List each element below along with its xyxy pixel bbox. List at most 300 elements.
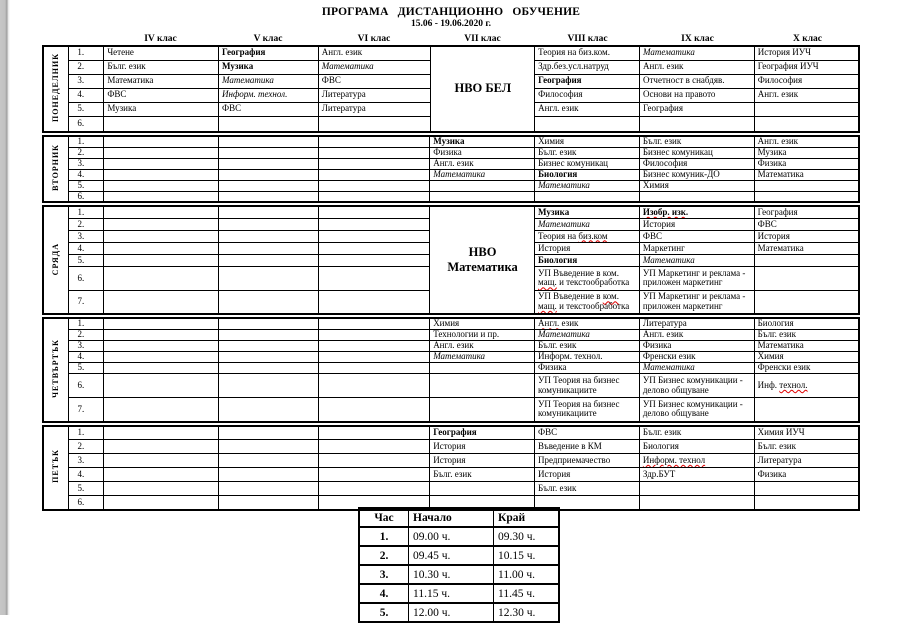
subject-cell: Математика [535, 218, 640, 230]
subject-cell: Биология [754, 318, 859, 329]
class-header: VI клас [357, 33, 391, 44]
subject-cell [104, 116, 219, 132]
time-row [359, 584, 559, 603]
subject-cell: Основи на правото [640, 88, 755, 102]
day-table [42, 317, 860, 422]
subject-cell [318, 242, 430, 254]
schedule-row [43, 440, 859, 454]
subject-cell: УП Въведение в ком. мащ. и текстообработка [535, 266, 640, 290]
subject-cell: Бълг. език [754, 440, 859, 454]
subject-cell [318, 158, 430, 169]
subject-cell [754, 398, 859, 422]
subject-cell [104, 341, 219, 352]
subject-cell: Въведение в КМ [535, 440, 640, 454]
period-number: 4. [69, 468, 104, 482]
subject-cell [104, 136, 219, 147]
subject-cell: ФВС [639, 230, 754, 242]
subject-cell [104, 440, 219, 454]
class-header: IX клас [681, 33, 714, 44]
subject-cell [639, 496, 754, 510]
subject-cell: Теория на биз.ком [535, 230, 640, 242]
subject-cell: Химия [535, 136, 640, 147]
subject-cell [218, 352, 318, 363]
subject-cell [318, 318, 430, 329]
subject-cell [104, 468, 219, 482]
subject-cell [639, 454, 754, 468]
subject-cell: Математика [104, 74, 219, 88]
subject-cell: Физика [639, 341, 754, 352]
subject-cell: Бълг. език [535, 341, 640, 352]
subject-cell: Математика [318, 60, 430, 74]
subject-cell [104, 398, 219, 422]
time-row [359, 527, 559, 546]
period-number: 1. [69, 136, 104, 147]
subject-cell: Физика [535, 363, 640, 374]
subject-cell: Бълг. език [639, 136, 754, 147]
subject-cell [104, 482, 219, 496]
subject-cell: Бълг. език [535, 147, 640, 158]
subject-cell: Музика [430, 136, 535, 147]
subject-cell [318, 116, 430, 132]
day-label [43, 46, 69, 132]
schedule-row [43, 454, 859, 468]
schedule-row [43, 169, 859, 180]
day-label-text: СРЯДА [50, 242, 60, 276]
subject-cell: Англ. език [535, 318, 640, 329]
subject-cell: УП Бизнес комуникации - делово общуване [639, 374, 754, 398]
subject-cell: Математика [535, 180, 640, 191]
schedule-row [43, 180, 859, 191]
period-number: 4. [69, 352, 104, 363]
subject-cell: Литература [318, 102, 430, 116]
subject-cell [218, 318, 318, 329]
subject-cell [218, 330, 318, 341]
subject-cell: Химия [639, 180, 754, 191]
lesson-times-table [358, 507, 560, 623]
subject-cell [639, 191, 754, 202]
subject-cell [104, 290, 219, 314]
class-header: VIII клас [567, 33, 608, 44]
subject-cell: География [754, 206, 859, 218]
subject-cell: Бизнес комуник-ДО [639, 169, 754, 180]
subject-cell [218, 454, 318, 468]
subject-cell [318, 180, 430, 191]
time-row [359, 603, 559, 622]
subject-cell [104, 158, 219, 169]
subject-cell: Физика [754, 468, 859, 482]
time-cell: 3. [359, 565, 409, 584]
subject-cell [218, 482, 318, 496]
page-subtitle: 15.06 - 19.06.2020 г. [410, 19, 492, 29]
subject-cell: Физика [430, 147, 535, 158]
subject-cell [218, 426, 318, 440]
class-header: VII клас [464, 33, 501, 44]
subject-cell: Англ. език [430, 341, 535, 352]
nvo-exam-cell: НВО Математика [430, 206, 535, 314]
subject-cell [754, 254, 859, 266]
subject-cell [104, 230, 219, 242]
subject-cell: Информ. технол. [219, 88, 319, 102]
schedule-row [43, 46, 859, 60]
subject-cell: Музика [104, 102, 219, 116]
subject-cell: Математика [430, 169, 535, 180]
schedule-row [43, 318, 859, 329]
subject-cell [104, 374, 219, 398]
subject-cell [219, 116, 319, 132]
weekly-schedule [42, 32, 860, 511]
subject-cell [318, 330, 430, 341]
subject-cell: Англ. език [430, 158, 535, 169]
subject-cell: Бълг. език [639, 426, 754, 440]
subject-cell [535, 191, 640, 202]
spellcheck-underline: ком. [602, 291, 620, 302]
period-number: 7. [69, 398, 104, 422]
time-cell: 5. [359, 603, 409, 622]
subject-cell [218, 136, 318, 147]
subject-cell [640, 116, 755, 132]
subject-cell: Англ. език [318, 46, 430, 60]
subject-cell [218, 169, 318, 180]
subject-cell [318, 254, 430, 266]
period-number: 2. [69, 440, 104, 454]
subject-cell [318, 374, 430, 398]
lesson-times-section [358, 507, 560, 623]
subject-cell: Философия [535, 88, 640, 102]
subject-cell: ФВС [754, 218, 859, 230]
subject-cell: УП Теория на бизнес комуникациите [535, 374, 640, 398]
subject-cell [104, 206, 219, 218]
subject-cell: Англ. език [535, 102, 640, 116]
time-cell: 11.15 ч. [409, 584, 494, 603]
class-header: X клас [792, 33, 822, 44]
subject-cell [430, 180, 535, 191]
period-number: 5. [69, 102, 104, 116]
subject-cell: География [219, 46, 319, 60]
day-label-text: ПОНЕДЕЛНИК [50, 53, 60, 123]
schedule-row [43, 158, 859, 169]
day-label-text: ПЕТЪК [50, 449, 60, 484]
subject-cell [430, 482, 535, 496]
time-cell: 12.00 ч. [409, 603, 494, 622]
subject-cell: Математика [754, 169, 859, 180]
subject-cell [104, 254, 219, 266]
schedule-row [43, 482, 859, 496]
day-table [42, 135, 860, 203]
subject-cell [218, 254, 318, 266]
schedule-row [43, 468, 859, 482]
subject-cell: ФВС [219, 102, 319, 116]
time-row [359, 565, 559, 584]
subject-cell [104, 218, 219, 230]
spellcheck-underline: мащ. [538, 301, 557, 312]
subject-cell [218, 440, 318, 454]
subject-cell [318, 206, 430, 218]
subject-cell [104, 147, 219, 158]
time-cell: 1. [359, 527, 409, 546]
subject-cell: Музика [754, 147, 859, 158]
subject-cell [318, 440, 430, 454]
subject-cell: История [535, 242, 640, 254]
period-number: 2. [69, 60, 104, 74]
day-label [43, 318, 69, 421]
subject-cell [104, 330, 219, 341]
period-number: 2. [69, 330, 104, 341]
subject-cell [218, 363, 318, 374]
subject-cell: Химия [754, 352, 859, 363]
subject-cell: География [430, 426, 535, 440]
time-cell: 09.00 ч. [409, 527, 494, 546]
subject-cell: УП Маркетинг и реклама - приложен маркетинг [639, 290, 754, 314]
time-header-start: Начало [409, 508, 494, 527]
period-number: 6. [69, 374, 104, 398]
class-header: V клас [253, 33, 283, 44]
subject-cell: Англ. език [639, 330, 754, 341]
subject-cell: Бълг. език [754, 330, 859, 341]
spellcheck-underline: Англ. [538, 318, 560, 329]
time-cell: 10.30 ч. [409, 565, 494, 584]
day-table [42, 425, 860, 511]
subject-cell [318, 169, 430, 180]
period-number: 4. [69, 88, 104, 102]
subject-cell: Математика [640, 46, 755, 60]
subject-cell: Химия [430, 318, 535, 329]
period-number: 3. [69, 74, 104, 88]
schedule-row [43, 191, 859, 202]
subject-cell: Математика [430, 352, 535, 363]
period-number: 4. [69, 242, 104, 254]
period-number: 6. [69, 496, 104, 510]
subject-cell [754, 102, 859, 116]
subject-cell [318, 398, 430, 422]
schedule-sheet [42, 6, 860, 513]
subject-cell: Музика [535, 206, 640, 218]
schedule-row [43, 363, 859, 374]
subject-cell [318, 482, 430, 496]
subject-cell [104, 169, 219, 180]
schedule-row [43, 374, 859, 398]
subject-cell [218, 242, 318, 254]
day-label-text: ЧЕТВЪРТЪК [50, 339, 60, 399]
time-cell: 11.45 ч. [494, 584, 560, 603]
schedule-row [43, 426, 859, 440]
period-number: 1. [69, 426, 104, 440]
period-number: 6. [69, 266, 104, 290]
nvo-exam-cell: НВО БЕЛ [430, 46, 535, 132]
subject-cell: Биология [639, 440, 754, 454]
subject-cell: ФВС [318, 74, 430, 88]
period-number: 7. [69, 290, 104, 314]
subject-cell [104, 191, 219, 202]
subject-cell [318, 230, 430, 242]
subject-cell [639, 206, 754, 218]
period-number: 1. [69, 46, 104, 60]
time-header-end: Край [494, 508, 560, 527]
subject-cell [754, 266, 859, 290]
period-number: 6. [69, 191, 104, 202]
subject-cell [318, 468, 430, 482]
spellcheck-underline: биз.ком [578, 230, 608, 241]
schedule-row [43, 136, 859, 147]
subject-cell: УП Теория на бизнес комуникациите [535, 398, 640, 422]
subject-cell: История [430, 440, 535, 454]
subject-cell [318, 147, 430, 158]
subject-cell: Биология [535, 254, 640, 266]
subject-cell [218, 290, 318, 314]
schedule-row [43, 398, 859, 422]
class-header-row [42, 32, 860, 45]
day-table [42, 45, 860, 133]
period-number: 1. [69, 206, 104, 218]
subject-cell: Музика [219, 60, 319, 74]
time-cell: 10.15 ч. [494, 546, 560, 565]
subject-cell [218, 230, 318, 242]
subject-cell [218, 180, 318, 191]
subject-cell: Литература [639, 318, 754, 329]
time-header-hour: Час [359, 508, 409, 527]
subject-cell: Бизнес комуникац [535, 158, 640, 169]
page-title: ПРОГРАМА ДИСТАНЦИОННО ОБУЧЕНИЕ [321, 6, 581, 18]
class-header: IV клас [144, 33, 177, 44]
spellcheck-underline: Изобр. изк. [642, 206, 689, 217]
subject-cell: Математика [219, 74, 319, 88]
spellcheck-underline: мащ. [538, 277, 557, 288]
period-number: 3. [69, 158, 104, 169]
subject-cell: Математика [535, 330, 640, 341]
period-number: 3. [69, 341, 104, 352]
subject-cell: Англ. език [754, 136, 859, 147]
subject-cell [218, 206, 318, 218]
subject-cell [318, 352, 430, 363]
subject-cell [104, 352, 219, 363]
time-row [359, 546, 559, 565]
subject-cell [754, 191, 859, 202]
subject-cell: История [639, 218, 754, 230]
spellcheck-underline: технол. [779, 379, 808, 390]
subject-cell [218, 496, 318, 510]
subject-cell [430, 398, 535, 422]
period-number: 5. [69, 254, 104, 266]
subject-cell: Предприемачество [535, 454, 640, 468]
period-number: 2. [69, 218, 104, 230]
time-header-row [359, 508, 559, 527]
subject-cell [430, 374, 535, 398]
period-number: 2. [69, 147, 104, 158]
subject-cell: Физика [754, 158, 859, 169]
subject-cell: Маркетинг [639, 242, 754, 254]
subject-cell: Здр.БУТ [639, 468, 754, 482]
subject-cell: Френски език [639, 352, 754, 363]
page-edge [0, 0, 10, 615]
subject-cell: Литература [318, 88, 430, 102]
subject-cell: Теория на биз.ком. [535, 46, 640, 60]
subject-cell: Биология [535, 169, 640, 180]
subject-cell [104, 426, 219, 440]
period-number: 4. [69, 169, 104, 180]
subject-cell: ФВС [535, 426, 640, 440]
subject-cell [430, 191, 535, 202]
subject-cell [218, 468, 318, 482]
subject-cell [218, 374, 318, 398]
time-cell: 09.45 ч. [409, 546, 494, 565]
subject-cell [104, 454, 219, 468]
subject-cell: Бълг. език [535, 482, 640, 496]
subject-cell: Бълг. език [104, 60, 219, 74]
period-number: 5. [69, 482, 104, 496]
subject-cell [318, 341, 430, 352]
schedule-row [43, 341, 859, 352]
schedule-row [43, 147, 859, 158]
subject-cell: УП Въведение в ком. мащ. и текстообработка [535, 290, 640, 314]
subject-cell: История [754, 230, 859, 242]
subject-cell [218, 158, 318, 169]
schedule-row [43, 330, 859, 341]
time-cell: 2. [359, 546, 409, 565]
subject-cell [218, 191, 318, 202]
subject-cell [754, 116, 859, 132]
subject-cell: История [430, 454, 535, 468]
subject-cell: История [535, 468, 640, 482]
subject-cell: Математика [639, 254, 754, 266]
subject-cell: Литература [754, 454, 859, 468]
subject-cell: Четене [104, 46, 219, 60]
day-table [42, 205, 860, 315]
subject-cell: УП Маркетинг и реклама - приложен маркетинг [639, 266, 754, 290]
subject-cell: Философия [754, 74, 859, 88]
subject-cell: Химия ИУЧ [754, 426, 859, 440]
subject-cell [318, 136, 430, 147]
subject-cell [218, 147, 318, 158]
period-number: 1. [69, 318, 104, 329]
time-cell: 4. [359, 584, 409, 603]
subject-cell [218, 341, 318, 352]
subject-cell: Здр.без.усл.натруд [535, 60, 640, 74]
subject-cell: Технологии и пр. [430, 330, 535, 341]
period-number: 5. [69, 363, 104, 374]
subject-cell [639, 482, 754, 496]
subject-cell [218, 398, 318, 422]
day-label [43, 206, 69, 314]
subject-cell: Философия [639, 158, 754, 169]
subject-cell: Отчетност в снабдяв. [640, 74, 755, 88]
subject-cell: УП Бизнес комуникации - делово общуване [639, 398, 754, 422]
time-cell: 12.30 ч. [494, 603, 560, 622]
subject-cell: Математика [639, 363, 754, 374]
day-label-text: ВТОРНИК [50, 144, 60, 192]
subject-cell: Бизнес комуникац [639, 147, 754, 158]
subject-cell [318, 191, 430, 202]
subject-cell [430, 363, 535, 374]
schedule-row [43, 206, 859, 218]
schedule-row [43, 352, 859, 363]
subject-cell [754, 496, 859, 510]
subject-cell [754, 180, 859, 191]
subject-cell [318, 218, 430, 230]
time-cell: 11.00 ч. [494, 565, 560, 584]
spellcheck-underline: Информ. технол [642, 454, 706, 465]
subject-cell [318, 454, 430, 468]
subject-cell: География ИУЧ [754, 60, 859, 74]
subject-cell [754, 482, 859, 496]
subject-cell: История ИУЧ [754, 46, 859, 60]
subject-cell: Инф. технол. [754, 374, 859, 398]
day-label [43, 426, 69, 510]
subject-cell [104, 242, 219, 254]
subject-cell [318, 266, 430, 290]
time-cell: 09.30 ч. [494, 527, 560, 546]
subject-cell [754, 290, 859, 314]
subject-cell: Англ. език [754, 88, 859, 102]
period-number: 3. [69, 230, 104, 242]
